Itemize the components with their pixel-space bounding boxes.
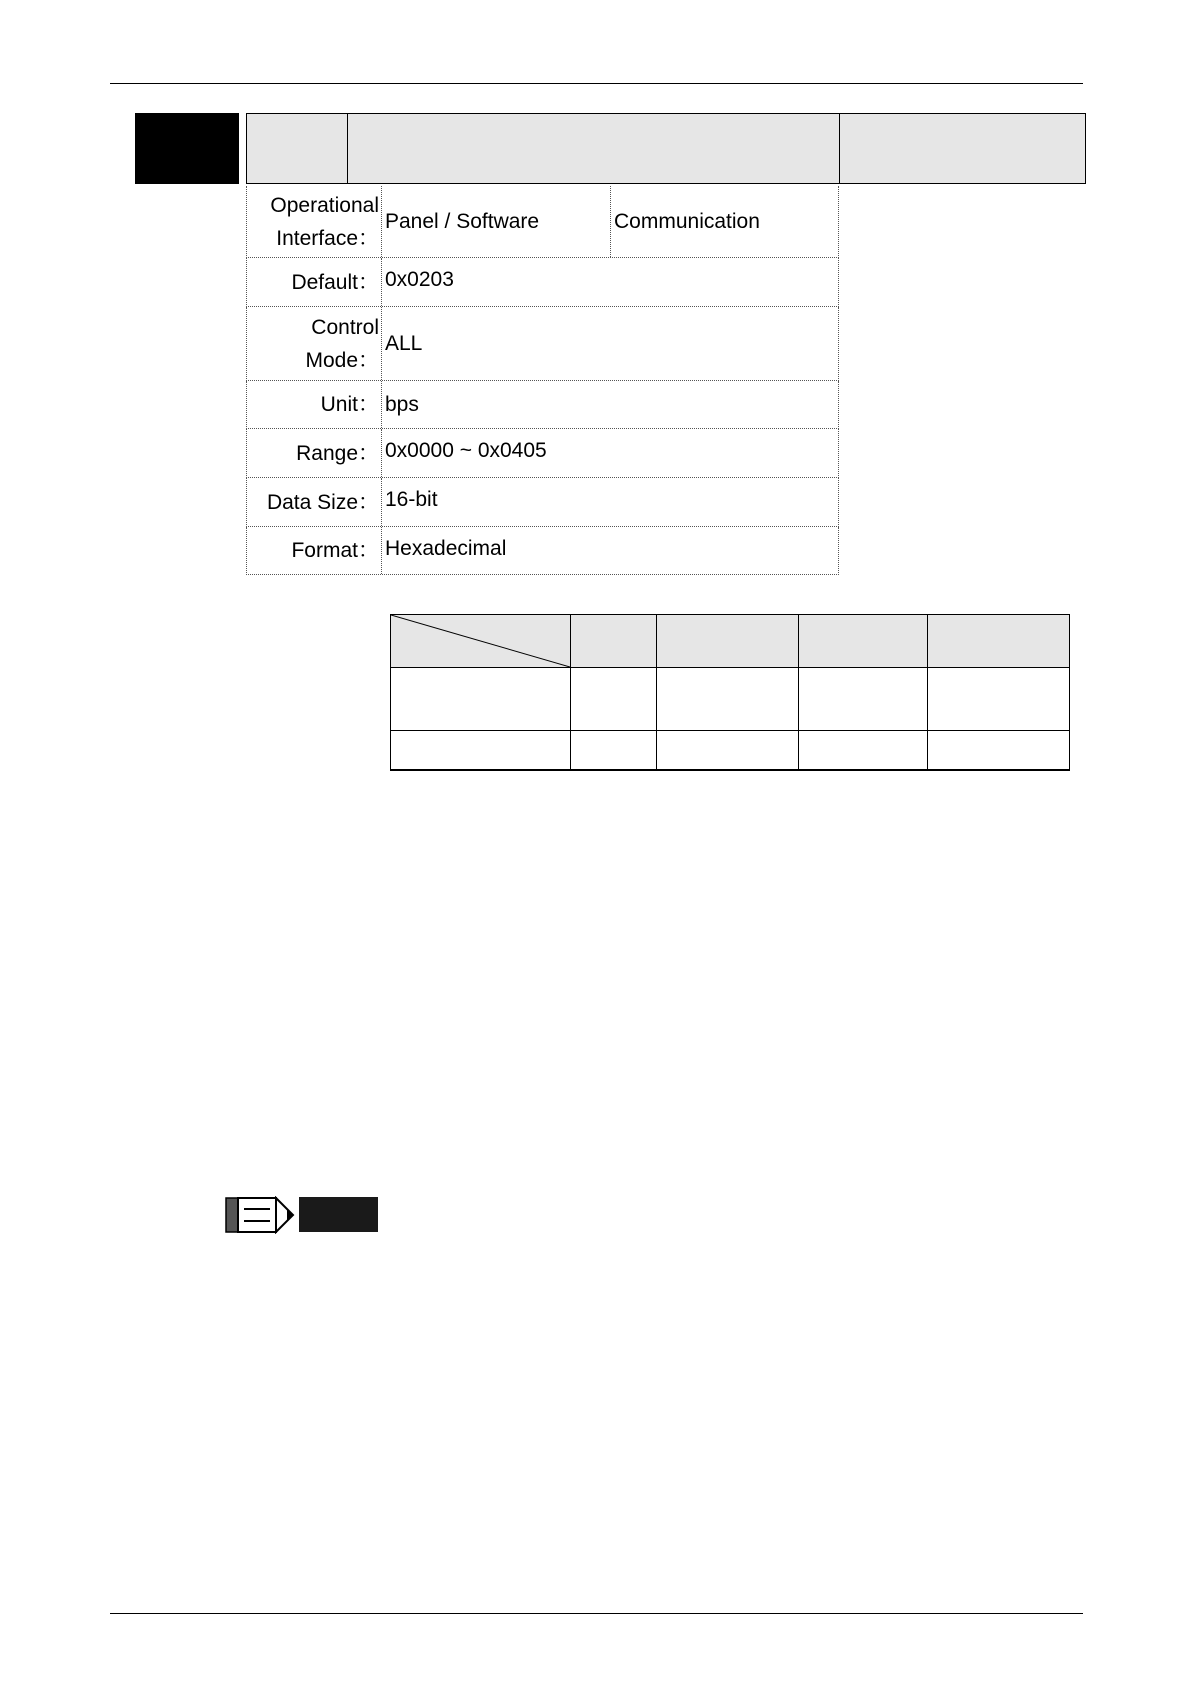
control-mode-row xyxy=(246,307,839,381)
note-pencil-icon xyxy=(225,1196,295,1234)
diagonal-header-cell xyxy=(391,615,571,668)
parameter-address-cell xyxy=(840,114,1085,183)
parameter-property-table xyxy=(246,186,839,575)
parameter-name-cell xyxy=(348,114,840,183)
table-cell xyxy=(799,668,928,731)
label-line: Operational xyxy=(270,193,379,217)
header-cell xyxy=(799,615,928,668)
label-line: Mode： xyxy=(305,348,379,372)
control-mode-value: ALL xyxy=(385,331,423,355)
table-cell xyxy=(799,731,928,771)
table-row xyxy=(391,668,1070,731)
unit-label: Unit： xyxy=(247,381,382,428)
operational-interface-row xyxy=(246,186,839,258)
label-line: Interface： xyxy=(276,226,379,250)
table-cell xyxy=(928,668,1070,731)
range-value: 0x0000 ~ 0x0405 xyxy=(385,439,547,462)
table-cell xyxy=(571,731,657,771)
table-cell xyxy=(657,731,799,771)
setting-table-header xyxy=(391,615,1070,668)
parameter-tab-marker xyxy=(135,113,239,184)
setting-table xyxy=(390,614,1070,771)
table-cell xyxy=(391,731,571,771)
table-cell xyxy=(657,668,799,731)
default-row xyxy=(246,258,839,307)
data-size-value: 16-bit xyxy=(385,488,438,511)
format-row xyxy=(246,527,839,575)
range-label: Range： xyxy=(247,429,382,477)
format-value: Hexadecimal xyxy=(385,537,507,560)
table-cell xyxy=(391,668,571,731)
control-mode-label xyxy=(247,307,382,380)
operational-interface-label xyxy=(247,186,382,257)
label-line: Control xyxy=(311,315,379,339)
data-size-row xyxy=(246,478,839,527)
diagonal-line xyxy=(391,615,570,667)
header-cell xyxy=(571,615,657,668)
unit-row xyxy=(246,381,839,429)
parameter-code-cell xyxy=(247,114,348,183)
default-value: 0x0203 xyxy=(385,268,454,291)
table-row xyxy=(391,731,1070,771)
data-size-label: Data Size： xyxy=(247,478,382,526)
range-row xyxy=(246,429,839,478)
unit-value: bps xyxy=(385,392,419,416)
header-cell xyxy=(657,615,799,668)
header-cell xyxy=(928,615,1070,668)
format-label: Format： xyxy=(247,527,382,574)
note-label-bar xyxy=(299,1197,378,1232)
table-cell xyxy=(928,731,1070,771)
communication-value: Communication xyxy=(614,209,760,233)
footer-rule xyxy=(110,1613,1083,1614)
parameter-header xyxy=(246,113,1086,184)
header-rule xyxy=(110,83,1083,84)
default-label: Default： xyxy=(247,258,382,306)
panel-software-value: Panel / Software xyxy=(382,186,611,257)
table-cell xyxy=(571,668,657,731)
